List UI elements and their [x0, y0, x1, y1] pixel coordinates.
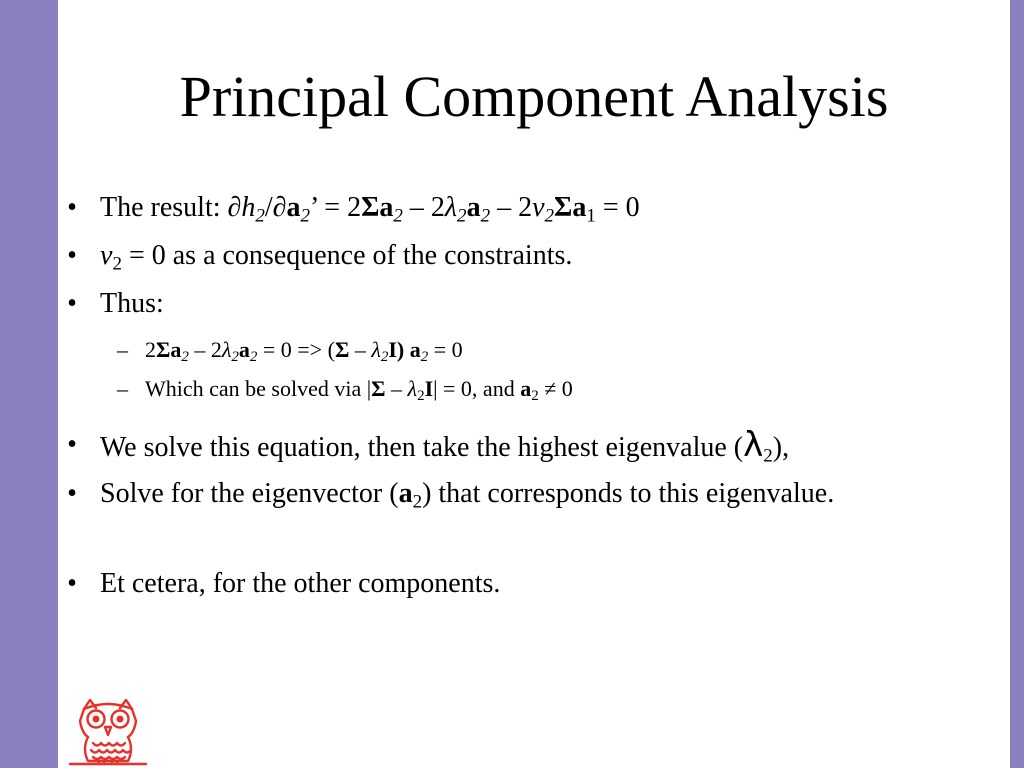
bullet-marker: •: [67, 568, 77, 599]
dash-marker: –: [117, 376, 128, 401]
bullet-marker: •: [67, 429, 77, 460]
bullet-text: Thus:: [100, 288, 164, 319]
bullet-text: The result: $\partial h_2/\partial a_2$’ = $2\Sigma a_2 - 2\lambda_2a_2 - 2v_2\Sigma a_1 = 0$: [100, 192, 640, 227]
slide-title: Principal Component Analysis: [179, 64, 889, 129]
owl-logo: [66, 697, 150, 768]
bullet-text: Solve for the eigenvector $(a_2)$ that corresponds to this eigenvalue.: [100, 478, 835, 513]
bullet-marker: •: [67, 240, 77, 271]
bullet-marker: •: [67, 192, 77, 223]
right-accent-band: [1010, 0, 1024, 768]
sub-bullet-text: Which can be solved via $|\Sigma - \lambda_2I| = 0$, and $a_2 \ne 0$: [145, 376, 573, 405]
dash-marker: –: [117, 337, 128, 362]
sub-bullet-text: $2\Sigma a_2 - 2\lambda_2a_2 = 0 => (\Sigma - \lambda_2I) a_2 = 0$: [145, 337, 463, 366]
bullet-marker: •: [67, 478, 77, 509]
bullet-text: $v_2 = 0$ as a consequence of the constraints.: [100, 240, 573, 275]
bullet-marker: •: [67, 288, 77, 319]
bullet-text: We solve this equation, then take the highest eigenvalue $(\lambda_2)$,: [100, 425, 790, 467]
bullet-text: Et cetera, for the other components.: [100, 568, 501, 599]
left-accent-band: [0, 0, 58, 768]
